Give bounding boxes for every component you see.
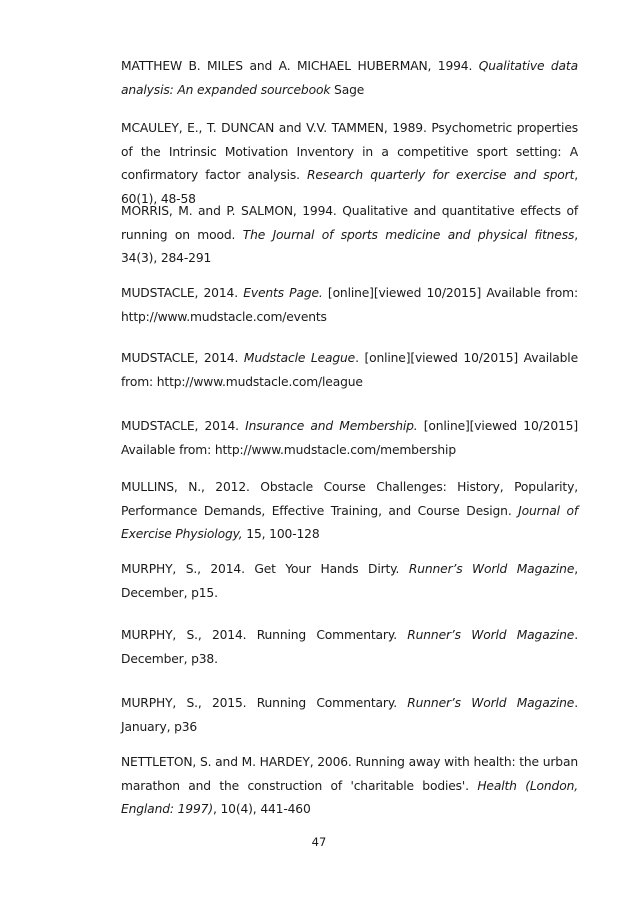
reference-text: MULLINS, N., 2012. Obstacle Course Challenges: History, Popularity, Performance Demands, Effective Training, and Course Design. <box>121 480 578 518</box>
reference-text: MURPHY, S., 2014. Running Commentary. <box>121 628 408 642</box>
reference-title: The Journal of sports medicine and physical fitness <box>242 227 575 242</box>
reference-entry-mudstacle-membership <box>121 415 578 462</box>
reference-title: Runner’s World Magazine <box>407 628 575 642</box>
reference-title: Research quarterly for exercise and sport <box>307 168 575 182</box>
reference-entry-murphy-2015 <box>121 692 578 739</box>
reference-text: MURPHY, S., 2014. Get Your Hands Dirty. <box>121 562 409 576</box>
reference-entry-mullins <box>121 476 578 547</box>
reference-entry-murphy-2014a <box>121 558 578 605</box>
reference-title: Runner’s World Magazine <box>408 562 575 576</box>
reference-text: MUDSTACLE, 2014. <box>121 419 246 433</box>
reference-text: 15, 100-128 <box>242 527 320 541</box>
reference-title: Health (London, England: 1997) <box>121 778 578 816</box>
reference-title: Events Page. <box>243 286 323 300</box>
reference-text: [online][viewed 10/2015] Available from: http://www.mudstacle.com/events <box>121 286 578 324</box>
reference-text: MUDSTACLE, 2014. <box>121 286 244 300</box>
reference-title: Runner’s World Magazine <box>407 696 575 710</box>
reference-text: NETTLETON, S. and M. HARDEY, 2006. Running away with health: the urban marathon and the construction of 'charitable bodies'. <box>121 755 578 793</box>
reference-title: Journal of Exercise Physiology, <box>121 503 578 541</box>
reference-text: MORRIS, M. and P. SALMON, 1994. Qualitative and quantitative effects of running on mood. <box>121 204 578 242</box>
reference-text: [online][viewed 10/2015] Available from: http://www.mudstacle.com/membership <box>121 419 578 457</box>
reference-entry-nettleton <box>121 751 578 822</box>
page-number: 47 <box>311 835 327 849</box>
reference-text: MURPHY, S., 2015. Running Commentary. <box>121 696 408 710</box>
reference-text: , 60(1), 48-58 <box>121 168 579 206</box>
reference-entry-miles <box>121 55 578 102</box>
reference-text: . December, p38. <box>121 628 578 666</box>
reference-text: MUDSTACLE, 2014. <box>121 351 244 365</box>
reference-title: Insurance and Membership. <box>245 419 418 433</box>
reference-entry-murphy-2014b <box>121 624 578 671</box>
reference-text: Sage <box>330 82 365 97</box>
reference-entry-mcauley <box>121 117 578 211</box>
reference-text: , 10(4), 441-460 <box>212 802 311 816</box>
reference-text: . [online][viewed 10/2015] Available from: http://www.mudstacle.com/league <box>121 351 578 389</box>
reference-text: , 34(3), 284-291 <box>121 227 578 265</box>
reference-text: . January, p36 <box>121 696 578 734</box>
reference-entry-morris <box>121 200 578 271</box>
reference-text: MATTHEW B. MILES and A. MICHAEL HUBERMAN, 1994. <box>121 59 479 73</box>
reference-text: , December, p15. <box>121 562 578 600</box>
reference-text: MCAULEY, E., T. DUNCAN and V.V. TAMMEN, 1989. Psychometric properties of the Intrinsic Motivation Inventory in a competitive sport setting: A confirmatory factor analysis. <box>121 121 578 182</box>
reference-entry-mudstacle-events <box>121 282 578 329</box>
reference-title: Qualitative data analysis: An expanded sourcebook <box>121 59 578 97</box>
reference-title: Mudstacle League <box>243 351 356 365</box>
reference-entry-mudstacle-league <box>121 347 578 394</box>
